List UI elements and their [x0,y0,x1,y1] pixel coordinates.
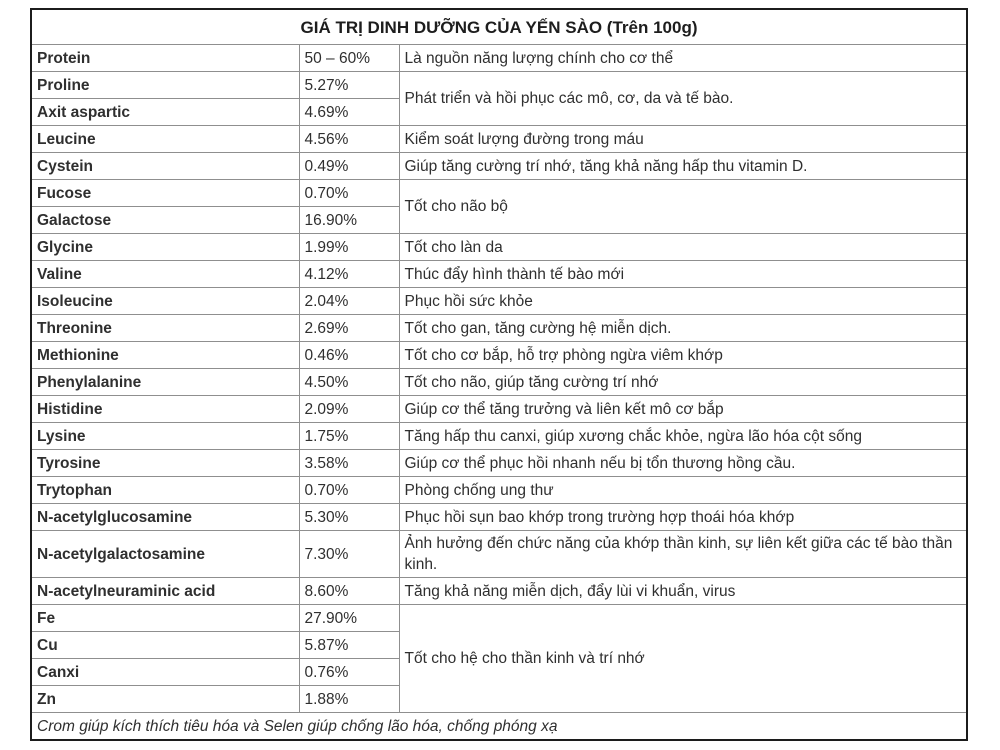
title-row [31,9,967,45]
table-row [31,180,967,207]
nutrient-percent: 0.70% [299,477,399,504]
nutrient-benefit: Thúc đẩy hình thành tế bào mới [399,261,967,288]
nutrient-name: Histidine [31,396,299,423]
table-title: GIÁ TRỊ DINH DƯỠNG CỦA YẾN SÀO (Trên 100g) [31,9,967,45]
nutrient-percent: 0.70% [299,180,399,207]
table-row [31,450,967,477]
nutrient-benefit: Tốt cho não, giúp tăng cường trí nhớ [399,369,967,396]
nutrient-percent: 0.46% [299,342,399,369]
nutrient-percent: 3.58% [299,450,399,477]
nutrient-percent: 2.09% [299,396,399,423]
nutrient-name: Methionine [31,342,299,369]
nutrient-percent: 4.12% [299,261,399,288]
nutrient-name: Tyrosine [31,450,299,477]
nutrient-benefit: Ảnh hưởng đến chức năng của khớp thần kinh, sự liên kết giữa các tế bào thần kinh. [399,531,967,578]
nutrient-percent: 1.75% [299,423,399,450]
table-footnote: Crom giúp kích thích tiêu hóa và Selen giúp chống lão hóa, chống phóng xạ [31,713,967,741]
table-row [31,72,967,99]
table-body [31,45,967,713]
nutrient-name: Galactose [31,207,299,234]
table-row [31,288,967,315]
nutrient-percent: 16.90% [299,207,399,234]
nutrient-percent: 5.30% [299,504,399,531]
nutrient-percent: 2.04% [299,288,399,315]
nutrient-name: Valine [31,261,299,288]
table-row [31,423,967,450]
nutrient-name: Fucose [31,180,299,207]
nutrient-percent: 0.49% [299,153,399,180]
nutrient-name: Canxi [31,659,299,686]
table-row [31,45,967,72]
table-row [31,578,967,605]
nutrient-name: Protein [31,45,299,72]
table-row [31,126,967,153]
nutrient-benefit: Là nguồn năng lượng chính cho cơ thể [399,45,967,72]
nutrition-table [30,8,968,741]
nutrient-benefit: Phòng chống ung thư [399,477,967,504]
nutrient-percent: 27.90% [299,605,399,632]
nutrient-name: Cu [31,632,299,659]
nutrient-benefit: Kiểm soát lượng đường trong máu [399,126,967,153]
nutrient-benefit: Giúp cơ thể phục hồi nhanh nếu bị tổn thương hồng cầu. [399,450,967,477]
table-row [31,234,967,261]
nutrient-benefit: Giúp cơ thể tăng trưởng và liên kết mô cơ bắp [399,396,967,423]
nutrient-benefit: Tăng khả năng miễn dịch, đẩy lùi vi khuẩn, virus [399,578,967,605]
nutrient-benefit: Tốt cho gan, tăng cường hệ miễn dịch. [399,315,967,342]
nutrient-name: Cystein [31,153,299,180]
nutrient-name: N-acetylglucosamine [31,504,299,531]
nutrient-name: Zn [31,686,299,713]
table-row [31,153,967,180]
nutrient-name: Leucine [31,126,299,153]
table-row [31,605,967,632]
nutrient-percent: 0.76% [299,659,399,686]
table-row [31,477,967,504]
nutrient-benefit: Tăng hấp thu canxi, giúp xương chắc khỏe, ngừa lão hóa cột sống [399,423,967,450]
nutrient-benefit: Tốt cho não bộ [399,180,967,234]
nutrient-benefit: Tốt cho cơ bắp, hỗ trợ phòng ngừa viêm khớp [399,342,967,369]
nutrient-benefit: Tốt cho làn da [399,234,967,261]
table-row [31,342,967,369]
nutrient-percent: 5.27% [299,72,399,99]
nutrient-name: Glycine [31,234,299,261]
nutrient-benefit: Phục hồi sức khỏe [399,288,967,315]
nutrient-name: Axit aspartic [31,99,299,126]
table-row [31,369,967,396]
nutrient-name: Fe [31,605,299,632]
nutrient-percent: 50 – 60% [299,45,399,72]
nutrient-name: Lysine [31,423,299,450]
nutrient-benefit: Phát triển và hồi phục các mô, cơ, da và tế bào. [399,72,967,126]
nutrient-percent: 2.69% [299,315,399,342]
nutrient-benefit: Giúp tăng cường trí nhớ, tăng khả năng hấp thu vitamin D. [399,153,967,180]
nutrient-name: Proline [31,72,299,99]
nutrient-percent: 4.50% [299,369,399,396]
nutrient-percent: 1.88% [299,686,399,713]
table-row [31,396,967,423]
table-row [31,315,967,342]
nutrient-percent: 1.99% [299,234,399,261]
nutrient-benefit: Tốt cho hệ cho thần kinh và trí nhớ [399,605,967,713]
footer-row [31,713,967,741]
nutrient-name: Trytophan [31,477,299,504]
nutrient-percent: 7.30% [299,531,399,578]
table-row [31,531,967,578]
nutrient-percent: 5.87% [299,632,399,659]
nutrient-name: Threonine [31,315,299,342]
nutrient-name: Phenylalanine [31,369,299,396]
nutrient-percent: 4.69% [299,99,399,126]
nutrient-name: Isoleucine [31,288,299,315]
nutrient-percent: 8.60% [299,578,399,605]
nutrient-benefit: Phục hồi sụn bao khớp trong trường hợp thoái hóa khớp [399,504,967,531]
nutrient-name: N-acetylgalactosamine [31,531,299,578]
nutrient-name: N-acetylneuraminic acid [31,578,299,605]
table-row [31,504,967,531]
nutrient-percent: 4.56% [299,126,399,153]
table-row [31,261,967,288]
